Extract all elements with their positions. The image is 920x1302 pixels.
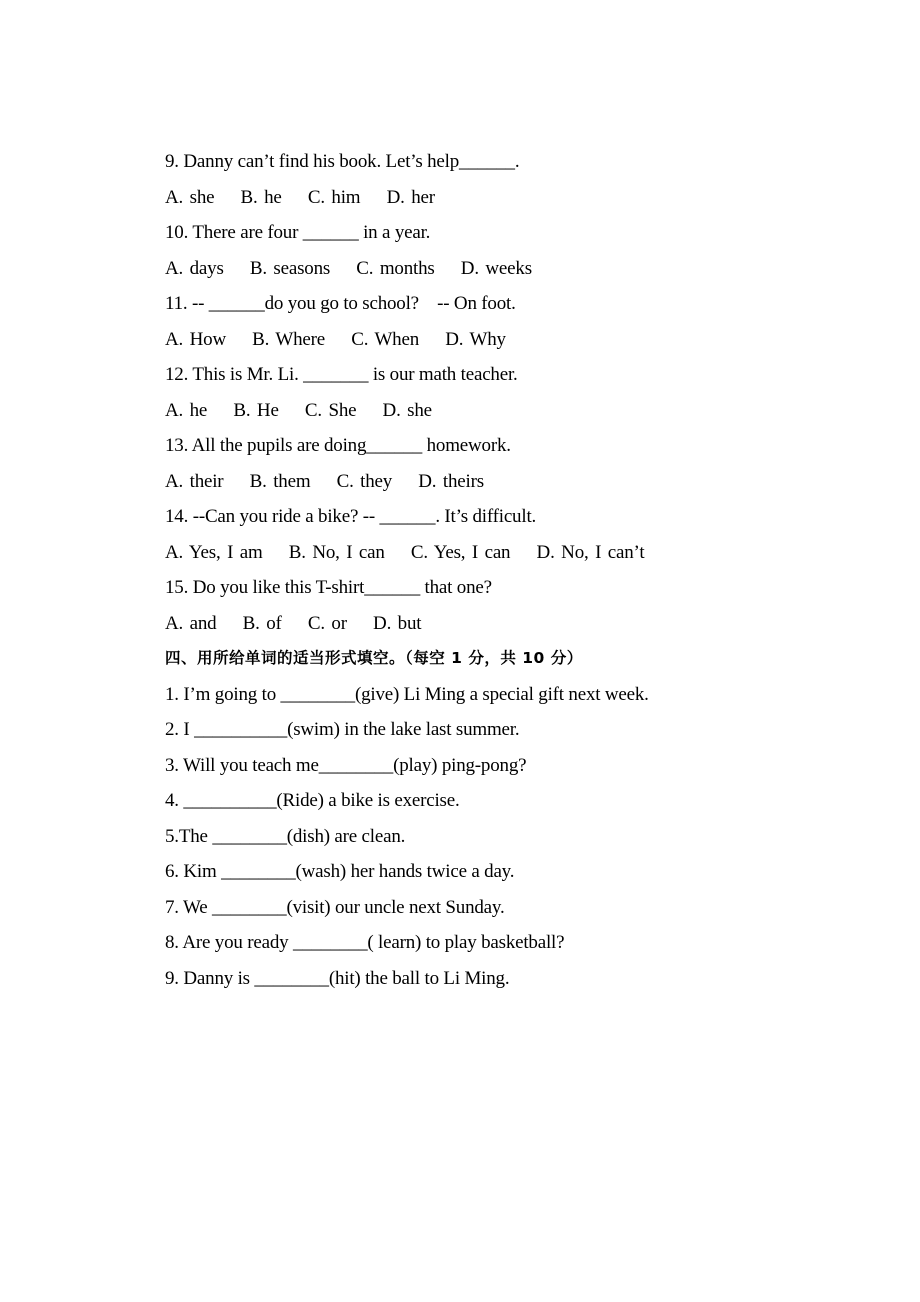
fill-blank-5: 5.The ________(dish) are clean. [165,825,406,847]
fill-blank-1: 1. I’m going to ________(give) Li Ming a special gift next week. [165,683,649,705]
fill-blank-8: 8. Are you ready ________( learn) to play basketball? [165,932,565,953]
section-four-heading: 四、用所给单词的适当形式填空。（每空 1 分，共 10 分） [165,649,583,667]
fill-blank-4: 4. __________(Ride) a bike is exercise. [165,790,460,811]
question-10: 10. There are four ______ in a year. [165,222,431,243]
fill-blank-6: 6. Kim ________(wash) her hands twice a day. [165,861,515,882]
question-15: 15. Do you like this T-shirt______ that one? [165,577,492,598]
question-14-options: A. Yes, I am B. No, I can C. Yes, I can D. No, I can’t [165,541,645,563]
question-9-options: A. she B. he C. him D. her [165,186,435,208]
question-11: 11. -- ______do you go to school? -- On foot. [165,293,516,314]
question-9: 9. Danny can’t find his book. Let’s help______. [165,151,520,172]
fill-blank-9: 9. Danny is ________(hit) the ball to Li Ming. [165,967,510,989]
question-10-options: A. days B. seasons C. months D. weeks [165,257,532,279]
fill-blank-2: 2. I __________(swim) in the lake last summer. [165,719,520,740]
question-13: 13. All the pupils are doing______ homework. [165,435,511,456]
question-13-options: A. their B. them C. they D. theirs [165,470,484,492]
question-11-options: A. How B. Where C. When D. Why [165,328,506,350]
question-12: 12. This is Mr. Li. _______ is our math teacher. [165,364,518,385]
fill-blank-3: 3. Will you teach me________(play) ping-pong? [165,754,527,776]
worksheet-content [165,144,865,996]
question-12-options: A. he B. He C. She D. she [165,399,432,421]
question-15-options: A. and B. of C. or D. but [165,612,422,634]
question-14: 14. --Can you ride a bike? -- ______. It’s difficult. [165,506,537,527]
fill-blank-7: 7. We ________(visit) our uncle next Sunday. [165,896,505,918]
